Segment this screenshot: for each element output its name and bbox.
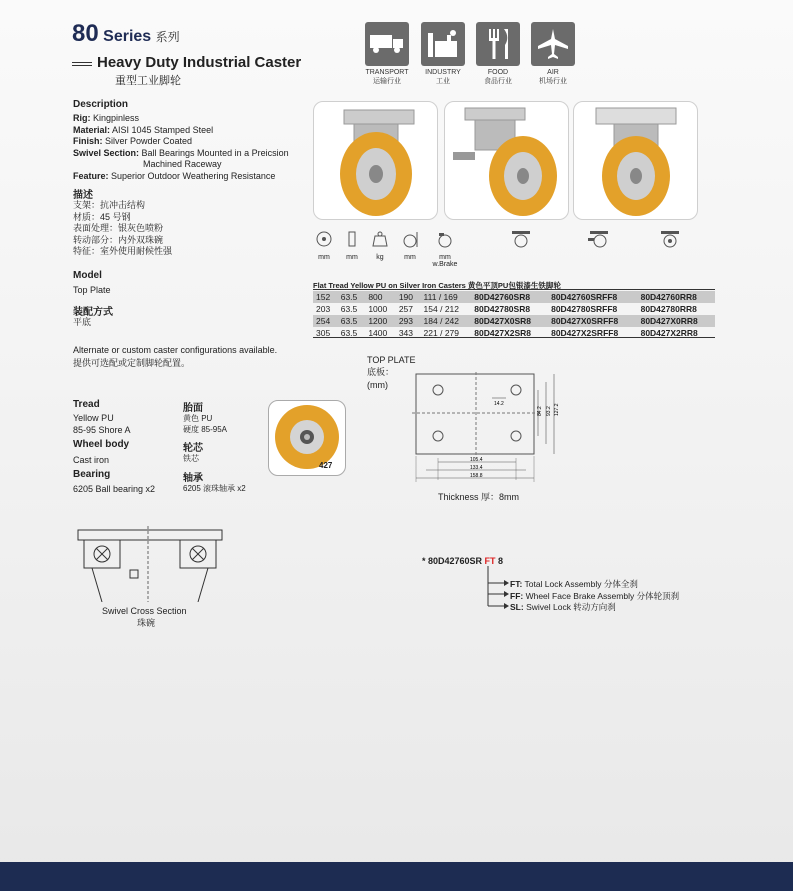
model-heading: Model <box>73 270 102 281</box>
fork-knife-icon <box>476 22 520 66</box>
rigid-caster-icon <box>507 230 535 253</box>
table-top-rule <box>313 289 715 290</box>
wheel-width-icon: mm <box>338 230 366 261</box>
table-caption: Flat Tread Yellow PU on Silver Iron Casters 黄色平顶PU包银漆生铁脚轮 <box>313 281 561 290</box>
bearing-cn1: 6205 滚珠轴承 x2 <box>183 484 246 493</box>
swivel-label-cn: 珠碗 <box>137 618 156 628</box>
table-row: 203 63.5 1000 257 154 / 212 80D42780SR8 80D42780SRFF8 80D42780RR8 <box>316 304 697 314</box>
industry-air: AIR 机场行业 <box>530 22 576 86</box>
top-plate-label: TOP PLATE <box>367 355 416 365</box>
factory-icon <box>421 22 465 66</box>
desc-cn-line: 材质：45 号钢 <box>73 211 131 222</box>
series-heading: 80 Series 系列 <box>72 20 180 47</box>
tread-cn-heading: 胎面 <box>183 403 203 414</box>
dim-label: 133.4 <box>470 465 483 471</box>
description-list <box>73 113 289 182</box>
overall-height-icon: mm <box>396 230 424 261</box>
body-line1: Cast iron <box>73 455 110 465</box>
desc-cn-line: 特征：室外使用耐候性强 <box>73 246 173 256</box>
tread-line2: 85-95 Shore A <box>73 425 131 435</box>
dim-label: 14.2 <box>494 401 504 407</box>
dim-label: 84.2 <box>537 406 543 416</box>
caster-photo-swivel <box>573 101 698 220</box>
model-value: Top Plate <box>73 285 111 295</box>
caster-photo-brake <box>444 101 569 220</box>
industry-transport: TRANSPORT 运输行业 <box>364 22 410 86</box>
thickness-label: Thickness 厚：8mm <box>438 492 520 502</box>
spec-table <box>313 291 715 339</box>
tread-cn2: 硬度 85-95A <box>183 425 228 434</box>
tread-line1: Yellow PU <box>73 413 114 423</box>
custom-note-en: Alternate or custom caster configurations available. <box>73 345 278 355</box>
desc-cn-line: 转动部分：内外双珠碗 <box>73 234 164 245</box>
desc-swivel-cont: Machined Raceway <box>143 159 222 169</box>
wheel-427-photo <box>268 400 346 476</box>
desc-swivel: Swivel Section: Ball Bearings Mounted in a Preicsion <box>73 147 289 158</box>
wheel-diameter-icon: mm <box>310 230 338 261</box>
dim-label: 127.2 <box>554 403 560 416</box>
top-plate-drawing <box>412 372 572 484</box>
top-plate-unit: (mm) <box>367 380 388 390</box>
title-rule <box>72 62 92 66</box>
tread-cn1: 黄色 PU <box>183 414 213 423</box>
page-title: Heavy Duty Industrial Caster <box>97 54 302 71</box>
industry-food: FOOD 食品行业 <box>475 22 521 86</box>
swivel-cross-section-drawing <box>72 526 232 602</box>
table-bottom-rule <box>313 337 715 338</box>
desc-cn-line: 表面处理：银灰色喷粉 <box>73 223 164 233</box>
dim-label: 105.4 <box>470 457 483 463</box>
body-heading: Wheel body <box>73 439 130 450</box>
truck-icon <box>365 22 409 66</box>
option-code-example: * 80D42760SR FT 8 <box>422 556 504 566</box>
brake-caster-icon <box>585 230 613 253</box>
bearing-heading: Bearing <box>73 469 111 480</box>
caster-photo-rigid <box>313 101 438 220</box>
table-row: 305 63.5 1400 343 221 / 279 80D427X2SR8 80D427X2SRFF8 80D427X2RR8 <box>316 328 698 338</box>
model-cn-value: 平底 <box>73 317 92 327</box>
custom-note-zh: 提供可选配或定制脚轮配置。 <box>73 358 191 368</box>
table-row: 254 63.5 1200 293 184 / 242 80D427X0SR8 80D427X0SRFF8 80D427X0RR8 <box>313 315 715 327</box>
description-cn-heading: 描述 <box>73 190 93 201</box>
airplane-icon <box>531 22 575 66</box>
desc-material: Material: AISI 1045 Stamped Steel <box>73 124 214 135</box>
option-ft: FT: Total Lock Assembly 分体全刹 <box>510 579 638 589</box>
desc-cn-line: 支架：抗冲击结构 <box>73 200 146 210</box>
brake-height-icon: mm w.Brake <box>426 230 464 268</box>
bearing-line1: 6205 Ball bearing x2 <box>73 484 156 494</box>
dim-label: 158.8 <box>470 473 483 479</box>
wheel-code: 427 <box>319 461 333 470</box>
swivel-caster-icon <box>656 230 684 253</box>
industry-industry: INDUSTRY 工业 <box>420 22 466 86</box>
body-cn1: 铁芯 <box>183 454 199 463</box>
page-subtitle: 重型工业脚轮 <box>115 75 181 87</box>
model-cn-heading: 装配方式 <box>73 307 113 318</box>
body-cn-heading: 轮芯 <box>183 443 203 454</box>
option-bracket-lines <box>480 566 510 610</box>
bearing-cn-heading: 轴承 <box>183 473 203 484</box>
desc-finish: Finish: Silver Powder Coated <box>73 136 193 146</box>
table-row: 152 63.5 800 190 111 / 169 80D42760SR8 80D42760SRFF8 80D42760RR8 <box>313 291 715 303</box>
load-weight-icon: kg <box>366 230 394 261</box>
swivel-label: Swivel Cross Section <box>102 606 187 616</box>
footer-band <box>0 862 793 891</box>
dim-label: 93.2 <box>546 406 552 416</box>
description-cn-list <box>73 200 172 258</box>
tread-heading: Tread <box>73 399 100 410</box>
option-sl: SL: Swivel Lock 转动方向刹 <box>510 602 616 612</box>
description-heading: Description <box>73 99 129 110</box>
top-plate-label-cn: 底板： <box>367 367 395 377</box>
option-ff: FF: Wheel Face Brake Assembly 分体轮顶刹 <box>510 591 680 601</box>
desc-feature: Feature: Superior Outdoor Weathering Resistance <box>73 170 276 181</box>
desc-rig: Rig: Kingpinless <box>73 113 140 123</box>
